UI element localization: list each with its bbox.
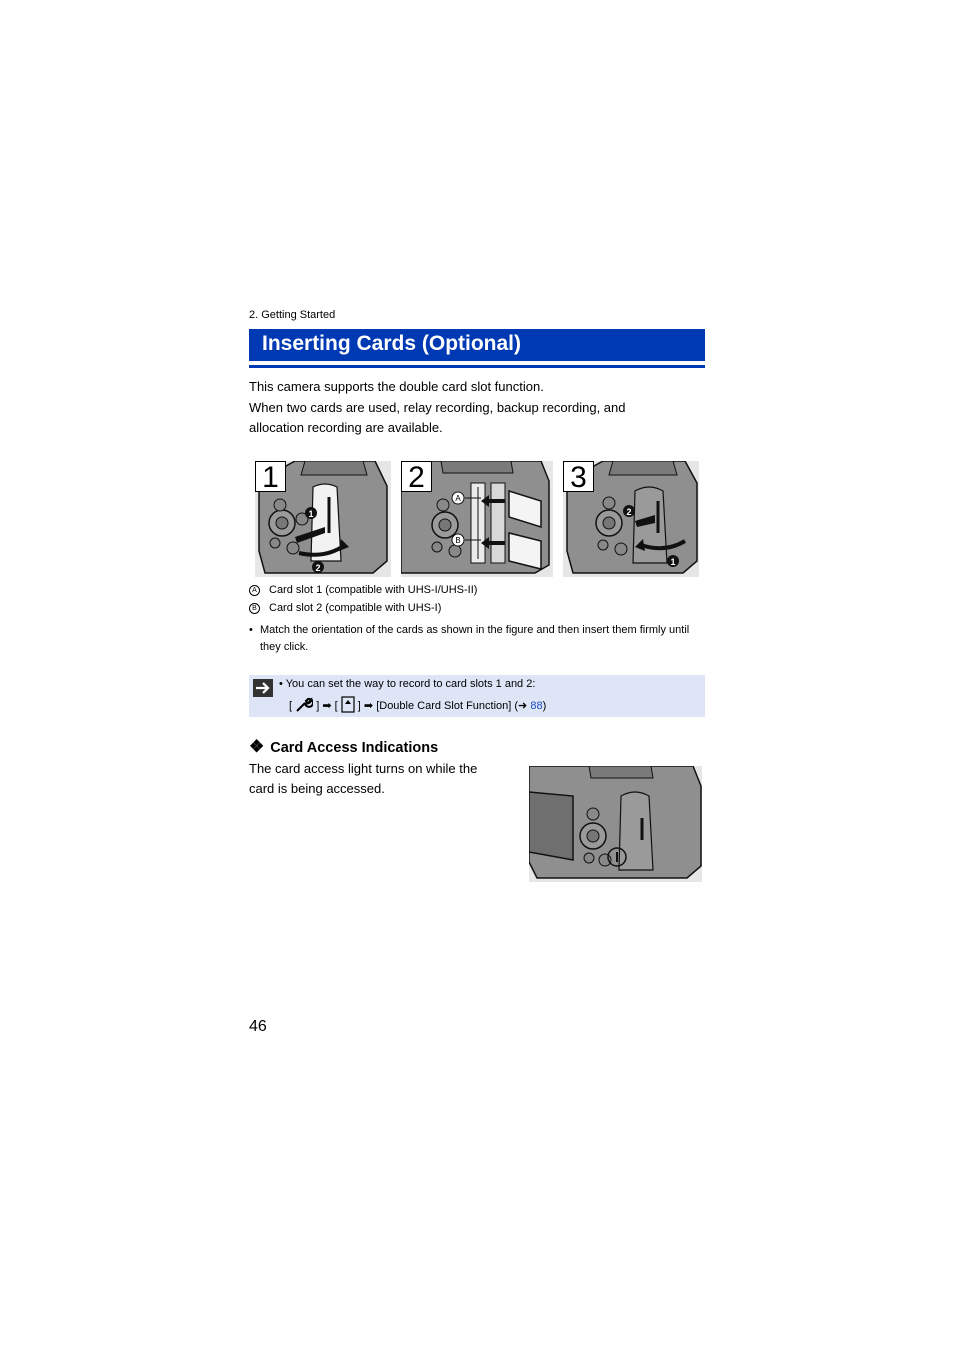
bracket-open: [ bbox=[289, 699, 293, 712]
note-text: Match the orientation of the cards as shown in the figure and then insert them firmly until they click. bbox=[260, 624, 690, 653]
step-number-1: 1 bbox=[255, 461, 286, 492]
svg-text:2: 2 bbox=[315, 563, 321, 573]
card-menu-icon bbox=[341, 696, 355, 716]
menu-arrow-1: ➡ bbox=[322, 699, 332, 712]
page-title-bar bbox=[249, 329, 705, 365]
bracket-close-2: ] bbox=[357, 699, 361, 712]
page-title: Inserting Cards (Optional) bbox=[262, 332, 522, 355]
section-body bbox=[249, 759, 509, 799]
ref-close: ) bbox=[542, 699, 547, 712]
menu-item-double-card-slot: [Double Card Slot Function] bbox=[376, 699, 512, 712]
step-number-2: 2 bbox=[401, 461, 432, 492]
svg-text:2: 2 bbox=[626, 507, 632, 517]
callout-a: A bbox=[455, 494, 461, 503]
section-heading bbox=[249, 737, 438, 757]
ref-open: (➜ bbox=[514, 699, 531, 712]
legend-item-a bbox=[249, 584, 477, 596]
section-body-line-2: card is being accessed. bbox=[249, 781, 385, 796]
page-number: 46 bbox=[249, 1018, 267, 1035]
chapter-label: 2. Getting Started bbox=[249, 309, 336, 321]
figure-step-1 bbox=[255, 461, 391, 577]
page-ref-link[interactable]: 88 bbox=[530, 699, 543, 712]
ornament-icon: ❖ bbox=[249, 737, 265, 756]
orientation-note bbox=[249, 622, 705, 656]
intro-line-1: This camera supports the double card slot function. bbox=[249, 379, 544, 394]
note-bullet: • bbox=[249, 624, 253, 636]
legend-text-b: Card slot 2 (compatible with UHS-I) bbox=[269, 602, 442, 614]
intro-line-2: When two cards are used, relay recording, backup recording, and bbox=[249, 399, 626, 415]
legend-text-a: Card slot 1 (compatible with UHS-I/UHS-II) bbox=[269, 584, 478, 596]
bracket-open-2: [ bbox=[334, 699, 338, 712]
figure-step-3 bbox=[563, 461, 699, 577]
callout-b: B bbox=[455, 536, 461, 545]
section-body-line-1: The card access light turns on while the bbox=[249, 761, 478, 776]
intro-paragraph bbox=[249, 377, 705, 439]
intro-line-3: allocation recording are available. bbox=[249, 420, 443, 435]
wrench-icon bbox=[295, 696, 313, 716]
tip-text: You can set the way to record to card slots 1 and 2: bbox=[285, 678, 536, 690]
legend-key-a: A bbox=[249, 585, 260, 596]
camera-illustration-4 bbox=[529, 766, 702, 882]
figure-card-access-light bbox=[529, 766, 702, 882]
step-number-3: 3 bbox=[563, 461, 594, 492]
svg-text:1: 1 bbox=[670, 557, 676, 567]
tip-bullet: • bbox=[279, 678, 283, 690]
bracket-close: ] bbox=[316, 699, 320, 712]
legend-item-b bbox=[249, 602, 441, 614]
arrow-right-icon bbox=[253, 679, 273, 697]
tip-box bbox=[249, 675, 705, 717]
figure-step-2 bbox=[401, 461, 553, 577]
svg-text:1: 1 bbox=[308, 509, 314, 519]
legend-key-b: B bbox=[249, 603, 260, 614]
menu-arrow-2: ➡ bbox=[363, 699, 374, 712]
tip-line-1 bbox=[279, 678, 535, 690]
tip-menu-path bbox=[289, 696, 546, 716]
section-title: Card Access Indications bbox=[270, 740, 439, 756]
